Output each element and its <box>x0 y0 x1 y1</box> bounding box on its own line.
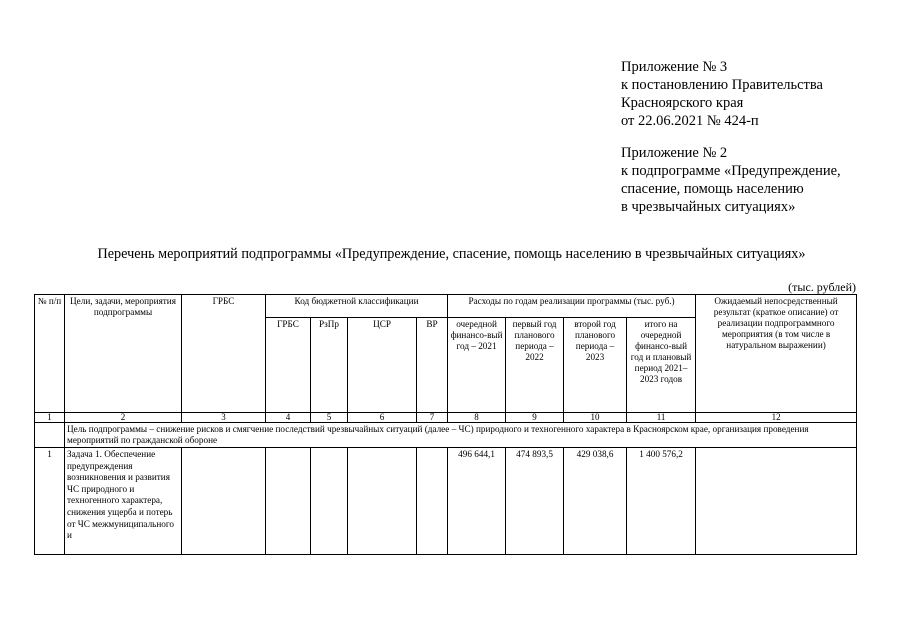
approval-header-1-line: от 22.06.2021 № 424-п <box>621 113 759 129</box>
units-label: (тыс. рублей) <box>788 280 856 294</box>
column-number: 10 <box>564 413 627 423</box>
column-number: 2 <box>65 413 182 423</box>
task-code-rzpr-cell <box>311 448 348 555</box>
goal-text: Цель подпрограммы – снижение рисков и смягчение последствий чрезвычайных ситуаций (далее – ЧС) природного и техногенного характера в Красноярском крае, организация проведения мероприятий по гражданской обороне <box>65 423 857 448</box>
column-number: 7 <box>417 413 448 423</box>
approval-header-2-line: спасение, помощь населению <box>621 181 804 197</box>
header-budget-code: Код бюджетной классификации <box>266 295 448 318</box>
column-number: 5 <box>311 413 348 423</box>
header-num: № п/п <box>35 295 65 413</box>
column-number: 12 <box>696 413 857 423</box>
task-code-vr-cell <box>417 448 448 555</box>
header-year-2023: второй год планового периода – 2023 <box>564 318 627 413</box>
approval-header-2-line: к подпрограмме «Предупреждение, <box>621 163 841 179</box>
task-grbs-cell <box>182 448 266 555</box>
column-number: 9 <box>506 413 564 423</box>
task-code-grbs-cell <box>266 448 311 555</box>
approval-header-1-line: Приложение № 3 <box>621 59 728 75</box>
column-number: 11 <box>627 413 696 423</box>
header-expenses: Расходы по годам реализации программы (тыс. руб.) <box>448 295 696 318</box>
column-number-row <box>35 413 857 423</box>
approval-header-2-line: в чрезвычайных ситуациях» <box>621 199 796 215</box>
column-number: 4 <box>266 413 311 423</box>
task-text: Задача 1. Обеспечение предупреждения возникновения и развития ЧС природного и техногенного характера, снижения ущерба и потерь от ЧС межмуниципального и <box>65 448 182 555</box>
task-value-2021: 496 644,1 <box>448 448 506 555</box>
header-code-rzpr: РзПр <box>311 318 348 413</box>
task-value-2023: 429 038,6 <box>564 448 627 555</box>
header-code-grbs: ГРБС <box>266 318 311 413</box>
approval-header-1-line: Красноярского края <box>621 95 744 111</box>
header-year-2022: первый год планового периода – 2022 <box>506 318 564 413</box>
approval-header-2-line: Приложение № 2 <box>621 145 728 161</box>
task-value-total: 1 400 576,2 <box>627 448 696 555</box>
task-code-csr-cell <box>348 448 417 555</box>
header-result: Ожидаемый непосредственный результат (краткое описание) от реализации подпрограммного мероприятия (в том числе в натуральном выражении) <box>696 295 857 413</box>
activities-table <box>34 294 857 555</box>
task-row <box>35 448 857 555</box>
header-goals: Цели, задачи, мероприятия подпрограммы <box>65 295 182 413</box>
header-year-2021: очередной финансо-вый год – 2021 <box>448 318 506 413</box>
task-result-cell <box>696 448 857 555</box>
header-code-vr: ВР <box>417 318 448 413</box>
goal-row-num-cell <box>35 423 65 448</box>
column-number: 1 <box>35 413 65 423</box>
header-code-csr: ЦСР <box>348 318 417 413</box>
column-number: 3 <box>182 413 266 423</box>
header-grbs: ГРБС <box>182 295 266 413</box>
table-header-row <box>35 295 857 318</box>
header-total: итого на очередной финансо-вый год и плановый период 2021–2023 годов <box>627 318 696 413</box>
column-number: 8 <box>448 413 506 423</box>
approval-header-1 <box>621 58 823 130</box>
goal-row <box>35 423 857 448</box>
column-number: 6 <box>348 413 417 423</box>
document-title: Перечень мероприятий подпрограммы «Предупреждение, спасение, помощь населению в чрезвычайных ситуациях» <box>97 246 806 262</box>
approval-header-1-line: к постановлению Правительства <box>621 77 823 93</box>
task-num: 1 <box>35 448 65 555</box>
task-value-2022: 474 893,5 <box>506 448 564 555</box>
approval-header-2 <box>621 144 841 216</box>
